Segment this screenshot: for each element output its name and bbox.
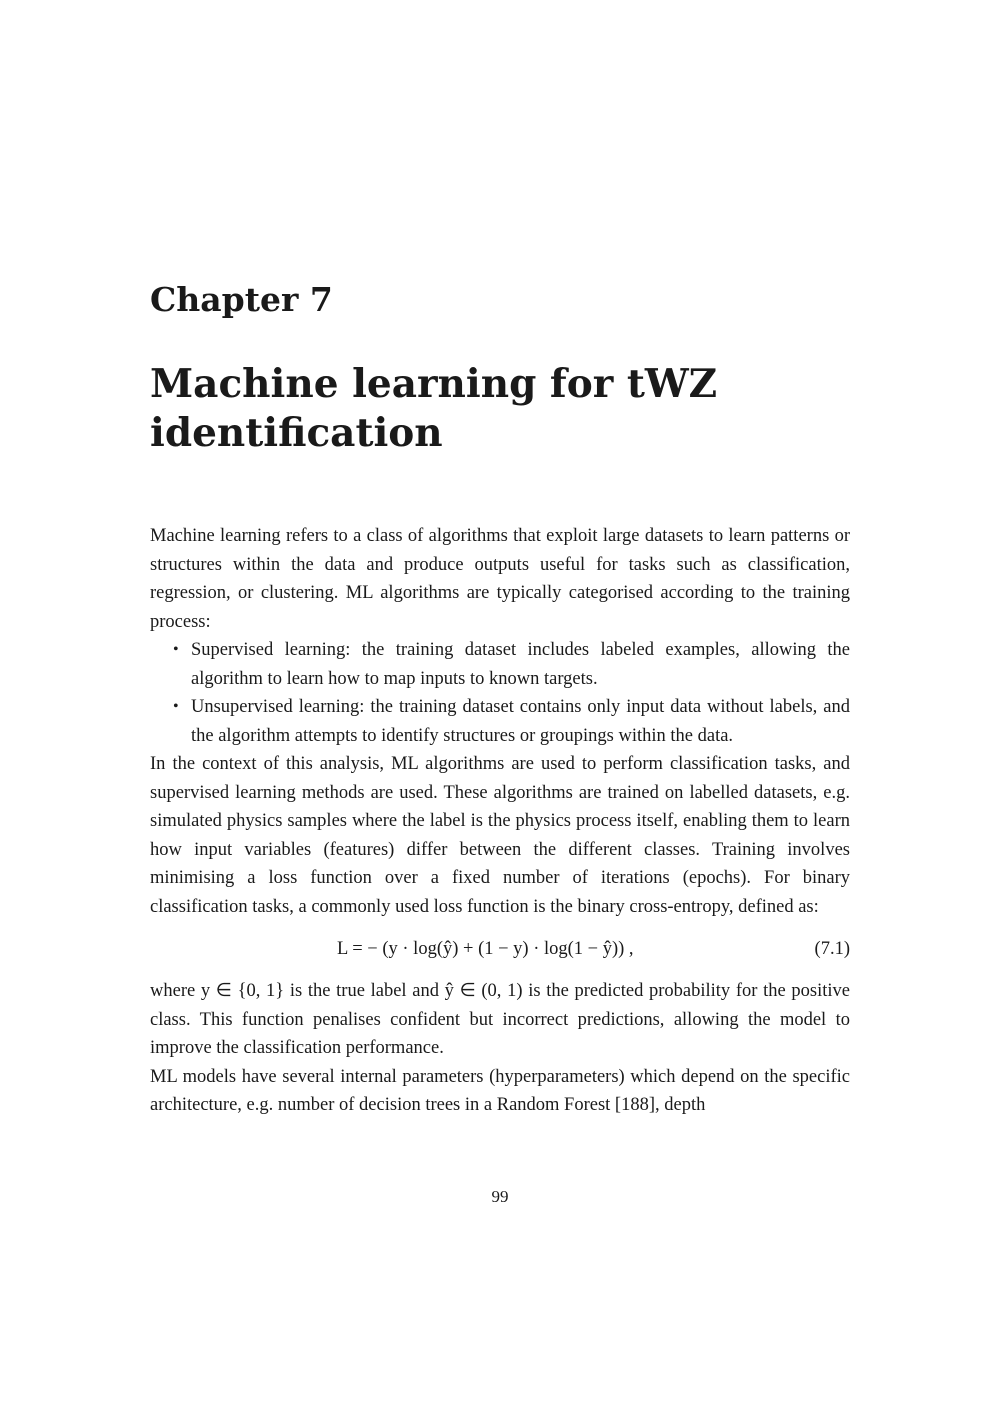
body-text bbox=[150, 522, 850, 1120]
chapter-label: Chapter 7 bbox=[150, 280, 333, 319]
hyperparameters-paragraph: ML models have several internal parameters (hyperparameters) which depend on the specific architecture, e.g. number of decision trees in a Random Forest [188], depth bbox=[150, 1066, 850, 1115]
training-types-list bbox=[150, 636, 850, 750]
equation-number: (7.1) bbox=[814, 939, 850, 959]
list-item-text: Unsupervised learning: the training dataset contains only input data without labels, and the algorithm attempts to identify structures or groupings within the data. bbox=[191, 697, 850, 746]
intro-paragraph: Machine learning refers to a class of algorithms that exploit large datasets to learn patterns or structures within the data and produce outputs useful for tasks such as classification, regression, or clustering. ML algorithms are typically categorised according to the training process: bbox=[150, 526, 850, 632]
equation-explanation-paragraph: where y ∈ {0, 1} is the true label and ŷ ∈ (0, 1) is the predicted probability for the positive class. This function penalises confident but incorrect predictions, allowing the model to improve the classification performance. bbox=[150, 981, 850, 1058]
list-item-unsupervised bbox=[173, 693, 850, 750]
chapter-title: Machine learning for tWZ identification bbox=[150, 361, 718, 456]
bullet-icon: • bbox=[173, 698, 179, 715]
context-paragraph: In the context of this analysis, ML algorithms are used to perform classification tasks, and supervised learning methods are used. These algorithms are trained on labelled datasets, e.g. simulated physics samples where the label is the physics process itself, enabling them to learn how input variables (features) differ between the different classes. Training involves minimising a loss function over a fixed number of iterations (epochs). For binary classification tasks, a commonly used loss function is the binary cross-entropy, defined as: bbox=[150, 754, 850, 917]
list-item-text: Supervised learning: the training dataset includes labeled examples, allowing the algorithm to learn how to map inputs to known targets. bbox=[191, 640, 850, 689]
list-item-supervised bbox=[173, 636, 850, 693]
loss-equation: L = − (y · log(ŷ) + (1 − y) · log(1 − ŷ)) , bbox=[337, 939, 634, 959]
equation-block bbox=[150, 927, 850, 972]
bullet-icon: • bbox=[173, 641, 179, 658]
page-number: 99 bbox=[491, 1187, 509, 1206]
